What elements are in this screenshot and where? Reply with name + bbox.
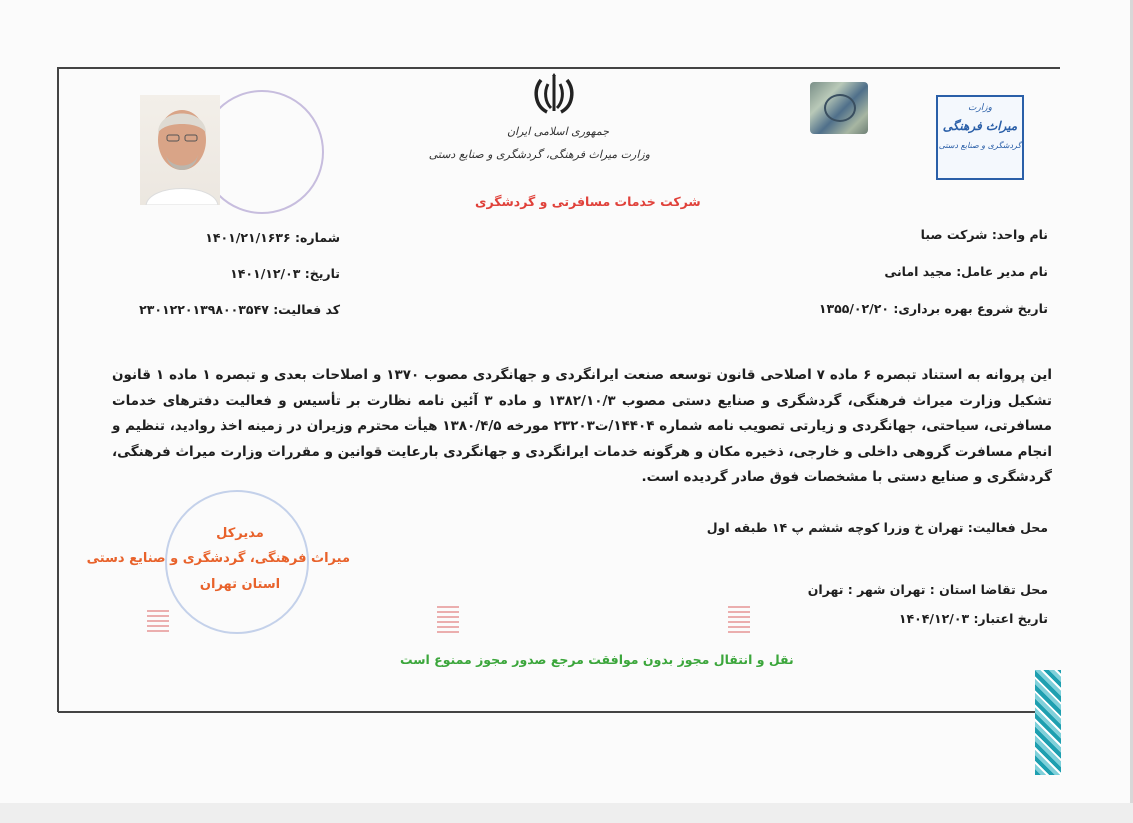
- unit-name-field: [921, 227, 1048, 242]
- manager-photo: [140, 95, 220, 205]
- start-date-value: ۱۳۵۵/۰۲/۲۰: [818, 301, 889, 316]
- ministry-logo-line-1: وزارت: [967, 103, 992, 113]
- security-mark-icon: [437, 606, 459, 636]
- signature-province: استان تهران: [199, 577, 281, 592]
- hologram-seal-icon: [824, 94, 856, 122]
- activity-code-field: [139, 302, 340, 317]
- security-mark-icon: [147, 610, 169, 634]
- start-date-label: تاریخ شروع بهره برداری:: [893, 301, 1048, 316]
- ministry-logo-line-2: میراث فرهنگی: [942, 119, 1018, 133]
- date-label: تاریخ:: [304, 266, 340, 281]
- request-place-field: [808, 582, 1048, 597]
- unit-name-value: شرکت صبا: [920, 227, 988, 242]
- validity-field: [899, 611, 1048, 626]
- manager-value: مجید امانی: [884, 264, 952, 279]
- validity-label: تاریخ اعتبار:: [973, 611, 1048, 626]
- company-type-title: شرکت خدمات مسافرتی و گردشگری: [475, 194, 701, 209]
- signature-org: میراث فرهنگی، گردشگری و صنایع دستی: [86, 551, 350, 566]
- top-border-line: [58, 67, 1060, 69]
- security-mark-icon: [728, 606, 750, 636]
- scan-edge-bottom: [0, 803, 1133, 823]
- activity-place-field: [707, 520, 1048, 535]
- signature-title: مدیرکل: [216, 526, 264, 541]
- hologram-sticker: [810, 82, 868, 134]
- manager-label: نام مدیر عامل:: [956, 264, 1048, 279]
- request-place-label: محل تقاضا: [980, 582, 1048, 597]
- activity-code-label: کد فعالیت:: [273, 302, 340, 317]
- request-place-value: استان : تهران شهر : تهران: [807, 582, 977, 597]
- number-value: ۱۴۰۱/۲۱/۱۶۳۶: [205, 230, 291, 245]
- left-border-line: [57, 67, 59, 712]
- activity-place-value: تهران خ وزرا کوچه ششم پ ۱۴ طبقه اول: [706, 520, 964, 535]
- republic-line: جمهوری اسلامی ایران: [506, 125, 610, 138]
- validity-value: ۱۴۰۴/۱۲/۰۳: [898, 611, 970, 626]
- decorative-border-pattern-icon: [1035, 670, 1061, 775]
- activity-place-label: محل فعالیت:: [967, 520, 1048, 535]
- ministry-line: وزارت میراث فرهنگی، گردشگری و صنایع دستی: [428, 148, 650, 161]
- unit-name-label: نام واحد:: [991, 227, 1048, 242]
- number-label: شماره:: [295, 230, 340, 245]
- bottom-border-line: [58, 711, 1060, 713]
- transfer-notice: نقل و انتقال مجوز بدون موافقت مرجع صدور مجوز ممنوع است: [400, 652, 794, 667]
- start-date-field: [819, 301, 1048, 316]
- person-portrait-icon: [140, 95, 220, 205]
- ministry-logo-line-3: گردشگری و صنایع دستی: [938, 141, 1022, 150]
- date-value: ۱۴۰۱/۱۲/۰۳: [230, 266, 301, 281]
- ministry-logo: [936, 95, 1024, 180]
- license-body-paragraph: این پروانه به استناد تبصره ۶ ماده ۷ اصلاحی قانون توسعه صنعت ایرانگردی و جهانگردی مصوب ۱۳۷۰ و اصلاحات بعدی و تبصره ۱ ماده ۱ قانون تشکیل وزارت میراث فرهنگی، گردشگری و صنایع دستی مصوب ۱۳۸۲/۱۰/۳ و ماده ۳ آئین نامه نظارت بر تأسیس و فعالیت دفترهای خدمات مسافرتی، سیاحتی، جهانگردی و زیارتی تصویب نامه شماره ۱۴۴۰۴/ت۲۳۲۰۳ مورخه ۱۳۸۰/۴/۵ هیأت محترم وزیران در زمینه اخذ روادید، تنظیم و انجام مسافرت گروهی داخلی و خارجی، ذخیره مکان و هرگونه خدمات ایرانگردی و جهانگردی بارعایت قوانین و مقررات وزارت میراث فرهنگی، گردشگری و صنایع دستی با مشخصات فوق صادر گردیده است.: [112, 367, 1052, 485]
- activity-code-value: ۲۳۰۱۲۲۰۱۳۹۸۰۰۳۵۴۷: [139, 302, 269, 317]
- iran-emblem-icon: [531, 72, 577, 118]
- date-field: [230, 266, 340, 281]
- manager-field: [884, 264, 1048, 279]
- number-field: [205, 230, 340, 245]
